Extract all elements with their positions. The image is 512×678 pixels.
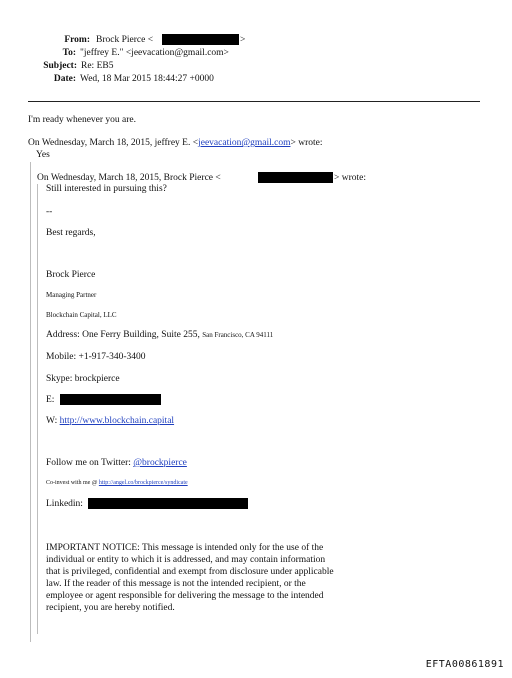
from-label: From: xyxy=(64,35,90,45)
address-city: San Francisco, CA 94111 xyxy=(202,331,274,339)
best-regards: Best regards, xyxy=(46,228,96,238)
coinvest-link[interactable]: http://angel.co/brockpierce/syndicate xyxy=(98,480,188,486)
quote2-suffix: > wrote: xyxy=(334,173,367,183)
redaction-box xyxy=(258,172,333,183)
date-value: Wed, 18 Mar 2015 18:44:27 +0000 xyxy=(80,74,214,84)
web-label: W: xyxy=(46,416,58,426)
redaction-box xyxy=(88,498,248,509)
signature-mobile: Mobile: +1-917-340-3400 xyxy=(46,352,146,362)
quote1-email-link[interactable]: jeevacation@gmail.com xyxy=(198,138,291,148)
signature-web xyxy=(46,416,174,426)
quote1-prefix: On Wednesday, March 18, 2015, jeffrey E. < xyxy=(28,138,199,148)
header-divider xyxy=(28,101,480,102)
signature-skype: Skype: brockpierce xyxy=(46,374,120,384)
address-main: Address: One Ferry Building, Suite 255, xyxy=(46,330,200,340)
signature-company: Blockchain Capital, LLC xyxy=(46,311,117,319)
notice-line: law. If the reader of this message is not the intended recipient, or the xyxy=(46,579,306,590)
from-name: Brock Pierce < xyxy=(96,35,154,45)
signature-address xyxy=(46,330,273,340)
subject-label: Subject: xyxy=(43,61,77,71)
redaction-box xyxy=(60,394,161,405)
notice-line: individual or entity to which it is addressed, and may contain information xyxy=(46,555,326,566)
quote1-header xyxy=(28,138,323,148)
reply-line: I'm ready whenever you are. xyxy=(28,115,137,125)
signature-twitter xyxy=(46,458,187,468)
signature-dash: -- xyxy=(46,207,53,217)
signature-email-label: E: xyxy=(46,395,55,405)
redaction-box xyxy=(162,34,239,45)
from-close: > xyxy=(240,35,246,45)
subject-value: Re: EB5 xyxy=(81,61,114,71)
signature-name: Brock Pierce xyxy=(46,270,96,280)
signature-linkedin-label: Linkedin: xyxy=(46,499,83,509)
quote2-line: Still interested in pursuing this? xyxy=(46,184,167,194)
important-notice xyxy=(46,542,366,615)
twitter-link[interactable]: @brockpierce xyxy=(133,458,187,468)
web-link[interactable]: http://www.blockchain.capital xyxy=(59,416,175,426)
to-value: "jeffrey E." <jeevacation@gmail.com> xyxy=(80,48,229,58)
quote2-prefix: On Wednesday, March 18, 2015, Brock Pierce < xyxy=(37,173,221,183)
document-id: EFTA00861891 xyxy=(425,659,504,670)
to-label: To: xyxy=(62,48,76,58)
notice-line: that is privileged, confidential and exempt from disclosure under applicable xyxy=(46,567,334,578)
signature-title: Managing Partner xyxy=(46,291,97,299)
notice-line: recipient, you are hereby notified. xyxy=(46,603,175,614)
quote1-suffix: > wrote: xyxy=(290,138,323,148)
quote-bar-outer xyxy=(30,162,31,642)
quote1-reply: Yes xyxy=(36,150,50,160)
notice-line: employee or agent responsible for delivering the message to the intended xyxy=(46,591,324,602)
signature-coinvest xyxy=(46,480,188,486)
coinvest-prefix: Co-invest with me @ xyxy=(46,480,98,486)
quote-bar-inner xyxy=(37,184,38,634)
notice-line: IMPORTANT NOTICE: This message is intended only for the use of the xyxy=(46,543,324,553)
twitter-prefix: Follow me on Twitter: xyxy=(46,458,131,468)
date-label: Date: xyxy=(53,74,76,84)
